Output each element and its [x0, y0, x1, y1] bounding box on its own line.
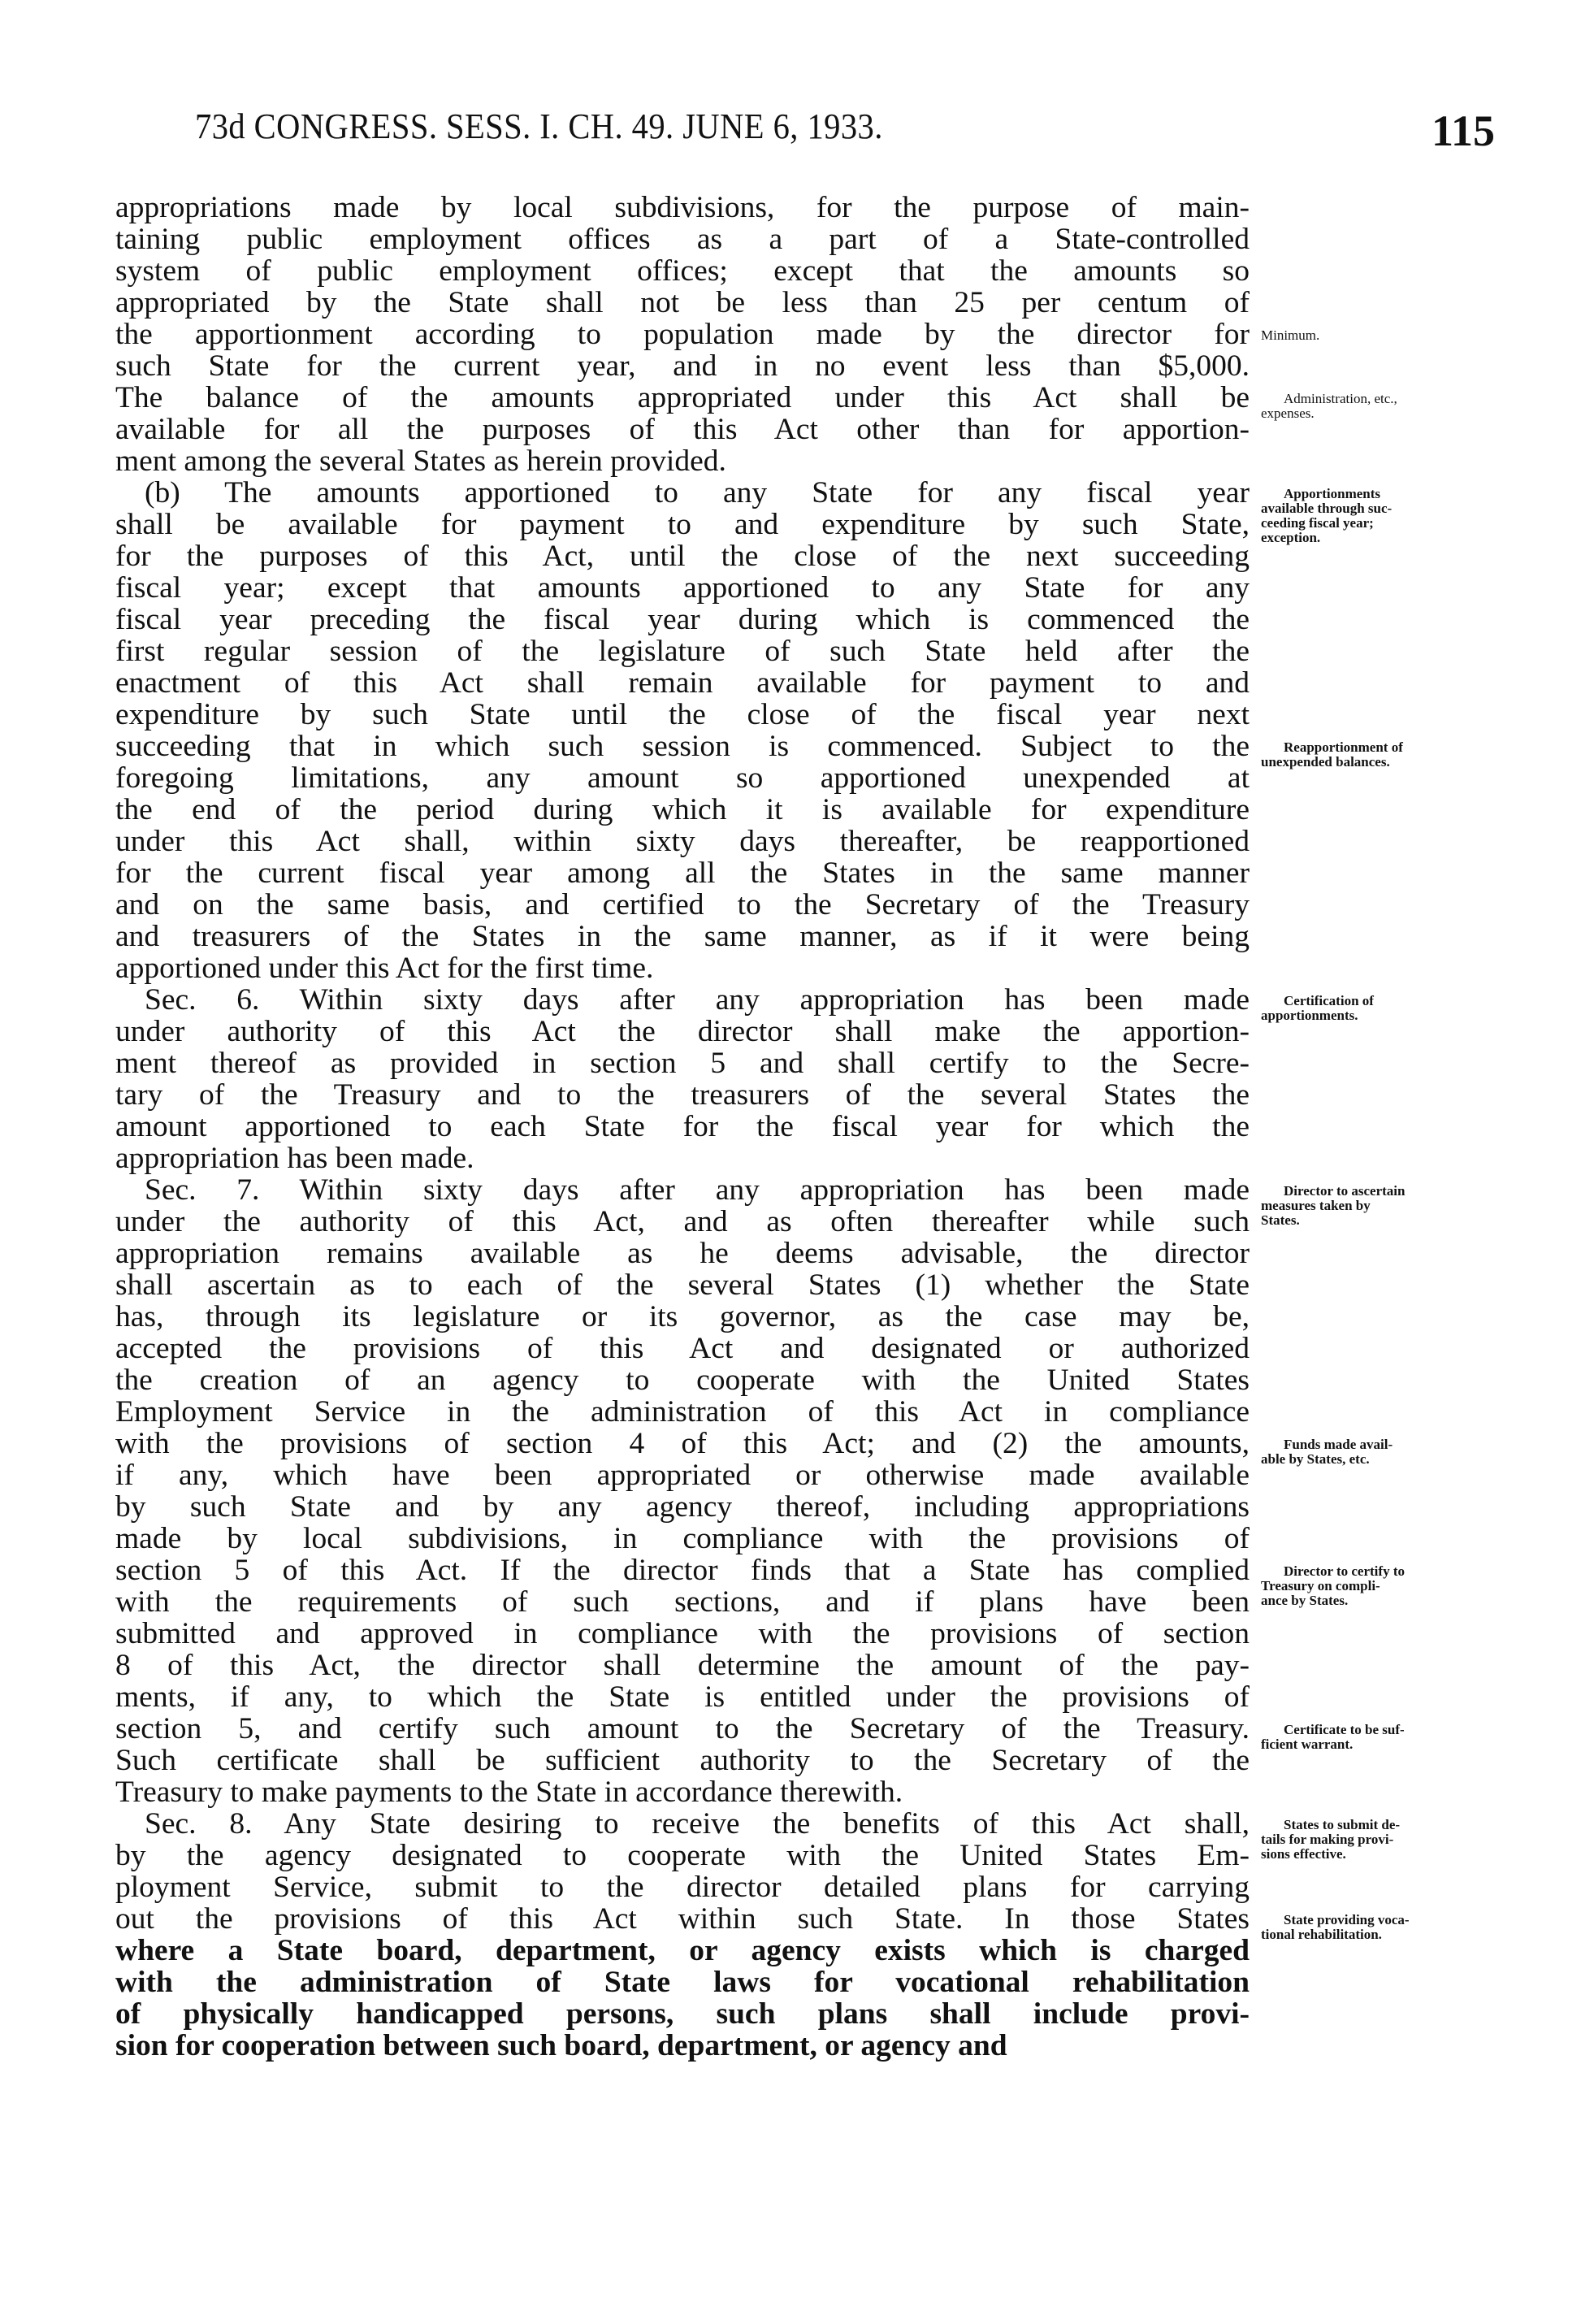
body-line: appropriations made by local subdivisions, for the purpose of main- [115, 191, 1250, 224]
body-line: sion for cooperation between such board, department, or agency and [115, 2029, 1007, 2062]
margin-note-line: unexpended balances. [1261, 754, 1390, 770]
body-line: amount apportioned to each State for the fiscal year for which the [115, 1110, 1250, 1143]
body-line: Sec. 7. Within sixty days after any appropriation has been made [145, 1173, 1250, 1207]
margin-note-line: tails for making provi- [1261, 1832, 1394, 1847]
body-line: made by local subdivisions, in compliance with the provisions of [115, 1522, 1250, 1555]
body-line: has, through its legislature or its governor, as the case may be, [115, 1300, 1250, 1333]
body-line: under the authority of this Act, and as often thereafter while such [115, 1205, 1250, 1238]
body-line: enactment of this Act shall remain available for payment to and [115, 666, 1250, 700]
body-line: ment thereof as provided in section 5 and shall certify to the Secre- [115, 1047, 1250, 1080]
body-line: appropriation has been made. [115, 1142, 474, 1175]
body-line: Treasury to make payments to the State in accordance therewith. [115, 1776, 903, 1809]
margin-note-line: measures taken by [1261, 1198, 1371, 1213]
body-line: first regular session of the legislature of such State held after the [115, 635, 1250, 668]
body-line: appropriation remains available as he deems advisable, the director [115, 1237, 1250, 1270]
body-line: system of public employment offices; except that the amounts so [115, 254, 1250, 288]
body-line: ployment Service, submit to the director detailed plans for carrying [115, 1871, 1250, 1904]
margin-note-line: Director to ascertain [1284, 1183, 1406, 1199]
margin-note-line: States. [1261, 1212, 1300, 1228]
page-number: 115 [1431, 106, 1495, 155]
body-line: for the purposes of this Act, until the close of the next succeeding [115, 540, 1250, 573]
body-line: section 5 of this Act. If the director finds that a State has complied [115, 1554, 1250, 1587]
margin-note-line: expenses. [1261, 405, 1315, 421]
statute-body-text [115, 192, 1250, 2062]
body-line: the end of the period during which it is available for expenditure [115, 793, 1250, 826]
margin-note-line: ficient warrant. [1261, 1736, 1354, 1752]
margin-note [1261, 1184, 1505, 1228]
body-line: the creation of an agency to cooperate with the United States [115, 1364, 1250, 1397]
margin-note-line: ceeding fiscal year; [1261, 515, 1374, 531]
running-head: 73d CONGRESS. SESS. I. CH. 49. JUNE 6, 1933. [195, 106, 883, 146]
body-line: The balance of the amounts appropriated under this Act shall be [115, 381, 1250, 414]
page-header [195, 106, 1495, 163]
margin-note-line: sions effective. [1261, 1846, 1346, 1862]
body-line: tary of the Treasury and to the treasurers of the several States the [115, 1078, 1250, 1112]
body-line: of physically handicapped persons, such plans shall include provi- [115, 1997, 1250, 2031]
margin-note-line: ance by States. [1261, 1593, 1349, 1608]
margin-note [1261, 328, 1505, 343]
body-line: with the provisions of section 4 of this Act; and (2) the amounts, [115, 1427, 1250, 1460]
body-line: under authority of this Act the director shall make the apportion- [115, 1015, 1250, 1048]
margin-note-line: Director to certify to [1284, 1563, 1405, 1579]
body-line: ment among the several States as herein provided. [115, 444, 726, 478]
margin-note [1261, 1564, 1505, 1608]
margin-note-line: Minimum. [1261, 327, 1320, 343]
body-line: fiscal year; except that amounts apportioned to any State for any [115, 571, 1250, 605]
body-line: with the requirements of such sections, and if plans have been [115, 1585, 1250, 1619]
body-line: apportioned under this Act for the first time. [115, 952, 654, 985]
margin-note [1261, 994, 1505, 1023]
body-line: expenditure by such State until the close of the fiscal year next [115, 698, 1250, 731]
body-line: submitted and approved in compliance with the provisions of section [115, 1617, 1250, 1650]
margin-note-line: State providing voca- [1284, 1912, 1410, 1927]
body-line: shall ascertain as to each of the several States (1) whether the State [115, 1268, 1250, 1302]
margin-note-line: Treasury on compli- [1261, 1578, 1380, 1593]
body-line: Sec. 6. Within sixty days after any appropriation has been made [145, 983, 1250, 1017]
margin-note [1261, 487, 1505, 545]
body-line: foregoing limitations, any amount so apportioned unexpended at [115, 761, 1250, 795]
body-line: 8 of this Act, the director shall determine the amount of the pay- [115, 1649, 1250, 1682]
body-line: where a State board, department, or agency exists which is charged [115, 1934, 1250, 1967]
margin-note [1261, 1913, 1505, 1942]
margin-note-line: tional rehabilitation. [1261, 1927, 1382, 1942]
body-line: Such certificate shall be sufficient authority to the Secretary of the [115, 1744, 1250, 1777]
body-line: out the provisions of this Act within such State. In those States [115, 1902, 1250, 1936]
body-line: shall be available for payment to and expenditure by such State, [115, 508, 1250, 541]
body-line: (b) The amounts apportioned to any State for any fiscal year [145, 476, 1250, 509]
body-line: accepted the provisions of this Act and designated or authorized [115, 1332, 1250, 1365]
margin-note-line: States to submit de- [1284, 1817, 1401, 1832]
margin-note-line: Funds made avail- [1284, 1437, 1393, 1452]
body-line: under this Act shall, within sixty days thereafter, be reapportioned [115, 825, 1250, 858]
body-line: fiscal year preceding the fiscal year during which is commenced the [115, 603, 1250, 636]
margin-note [1261, 392, 1505, 421]
margin-note-line: Certificate to be suf- [1284, 1722, 1405, 1737]
body-line: the apportionment according to population made by the director for [115, 318, 1250, 351]
body-line: section 5, and certify such amount to the Secretary of the Treasury. [115, 1712, 1250, 1745]
body-line: by the agency designated to cooperate with the United States Em- [115, 1839, 1250, 1872]
body-line: Employment Service in the administration of this Act in compliance [115, 1395, 1250, 1429]
body-line: available for all the purposes of this Act other than for apportion- [115, 413, 1250, 446]
body-line: such State for the current year, and in no event less than $5,000. [115, 349, 1250, 383]
margin-note-line: apportionments. [1261, 1008, 1358, 1023]
body-line: if any, which have been appropriated or otherwise made available [115, 1459, 1250, 1492]
margin-note-line: Certification of [1284, 993, 1374, 1008]
margin-note [1261, 1818, 1505, 1862]
margin-note-line: able by States, etc. [1261, 1451, 1370, 1467]
margin-note-line: available through suc- [1261, 501, 1393, 516]
margin-note-line: exception. [1261, 530, 1321, 545]
margin-note-line: Reapportionment of [1284, 739, 1403, 755]
body-line: taining public employment offices as a part of a State-controlled [115, 223, 1250, 256]
margin-note-line: Apportionments [1284, 486, 1381, 501]
body-line: and on the same basis, and certified to the Secretary of the Treasury [115, 888, 1250, 921]
body-line: by such State and by any agency thereof, including appropriations [115, 1490, 1250, 1524]
margin-note [1261, 1723, 1505, 1752]
body-line: with the administration of State laws for vocational rehabilitation [115, 1966, 1250, 1999]
body-line: and treasurers of the States in the same manner, as if it were being [115, 920, 1250, 953]
body-line: succeeding that in which such session is commenced. Subject to the [115, 730, 1250, 763]
body-line: Sec. 8. Any State desiring to receive the benefits of this Act shall, [145, 1807, 1250, 1841]
body-line: ments, if any, to which the State is entitled under the provisions of [115, 1680, 1250, 1714]
margin-note [1261, 740, 1505, 770]
body-line: appropriated by the State shall not be less than 25 per centum of [115, 286, 1250, 319]
margin-note-line: Administration, etc., [1284, 391, 1397, 406]
body-line: for the current fiscal year among all the States in the same manner [115, 856, 1250, 890]
margin-note [1261, 1437, 1505, 1467]
